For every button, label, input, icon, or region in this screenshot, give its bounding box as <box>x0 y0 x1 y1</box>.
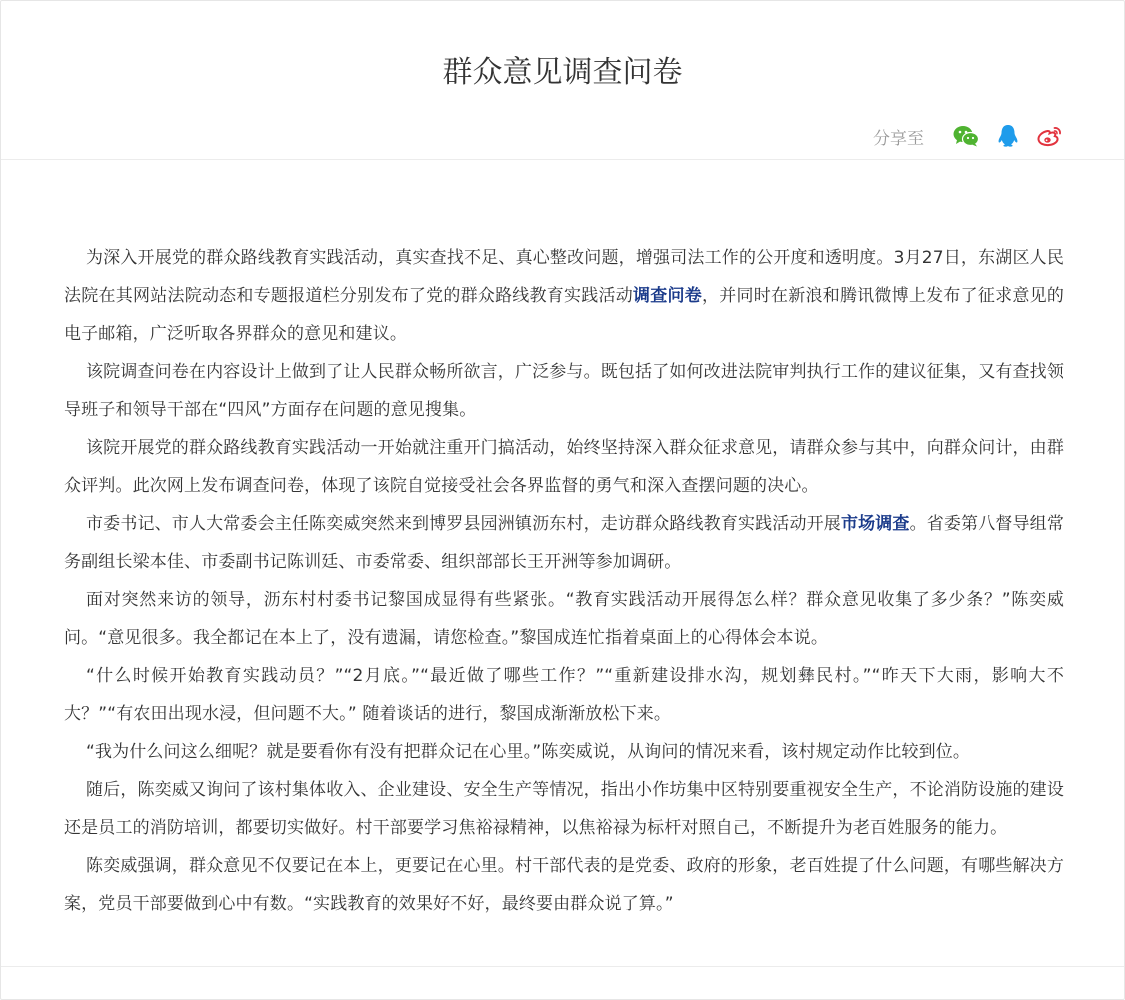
wechat-icon[interactable] <box>952 122 980 150</box>
paragraph-9: 陈奕威强调，群众意见不仅要记在本上，更要记在心里。村干部代表的是党委、政府的形象，老百姓提了什么问题，有哪些解决方案，党员干部要做到心中有数。“实践教育的效果好不好，最终要由群众说了算。” <box>64 856 1064 914</box>
paragraph-8: 随后，陈奕威又询问了该村集体收入、企业建设、安全生产等情况，指出小作坊集中区特别要重视安全生产，不论消防设施的建设还是员工的消防培训，都要切实做好。村干部要学习焦裕禄精神，以焦裕禄为标杆对照自己，不断提升为老百姓服务的能力。 <box>64 780 1064 838</box>
paragraph-3: 该院开展党的群众路线教育实践活动一开始就注重开门搞活动，始终坚持深入群众征求意见，请群众参与其中，向群众问计，由群众评判。此次网上发布调查问卷，体现了该院自觉接受社会各界监督的勇气和深入查摆问题的决心。 <box>64 438 1064 496</box>
qq-icon[interactable] <box>994 122 1022 150</box>
footer-divider <box>1 966 1124 967</box>
paragraph-2: 该院调查问卷在内容设计上做到了让人民群众畅所欲言，广泛参与。既包括了如何改进法院审判执行工作的建议征集，又有查找领导班子和领导干部在“四风”方面存在问题的意见搜集。 <box>64 362 1064 420</box>
paragraph-1-text-a: 为深入开展党的群众路线教育实践活动，真实查找不足、真心整改问题，增强司法工作的公开度和透明度。3月27日，东湖区人民法院在其网站法院动态和专题报道栏分别发布了党的群众路线教育实践活动 <box>64 248 1064 306</box>
paragraph-4-text-b: 。省委第八督导组常务副组长梁本佳、市委副书记陈训廷、市委常委、组织部部长王开洲等参加调研。 <box>64 514 1064 572</box>
weibo-icon[interactable] <box>1036 122 1064 150</box>
survey-link[interactable]: 调查问卷 <box>633 286 702 306</box>
share-label: 分享至 <box>873 128 924 149</box>
page-title: 群众意见调查问卷 <box>442 55 683 90</box>
paragraph-4 <box>64 505 1064 581</box>
paragraph-1-text-b: ，并同时在新浪和腾讯微博上发布了征求意见的电子邮箱，广泛听取各界群众的意见和建议。 <box>64 286 1065 344</box>
paragraph-6: “什么时候开始教育实践动员？”“2月底。”“最近做了哪些工作？”“重新建设排水沟，规划彝民村。”“昨天下大雨，影响大不大？”“有农田出现水浸，但问题不大。” 随着谈话的进行，黎国成渐渐放松下来。 <box>64 666 1064 724</box>
paragraph-7: “我为什么问这么细呢？就是要看你有没有把群众记在心里。”陈奕威说，从询问的情况来看，该村规定动作比较到位。 <box>86 742 971 762</box>
article-header <box>1 1 1124 160</box>
article-body <box>64 239 1064 923</box>
paragraph-1 <box>64 239 1064 353</box>
paragraph-4-text-a: 市委书记、市人大常委会主任陈奕威突然来到博罗县园洲镇沥东村，走访群众路线教育实践活动开展 <box>86 514 841 534</box>
market-research-link[interactable]: 市场调查 <box>840 514 910 534</box>
share-bar <box>873 121 1064 151</box>
paragraph-5: 面对突然来访的领导，沥东村村委书记黎国成显得有些紧张。“教育实践活动开展得怎么样？群众意见收集了多少条？”陈奕威问。“意见很多。我全都记在本上了，没有遗漏，请您检查。”黎国成连忙指着桌面上的心得体会本说。 <box>64 590 1064 648</box>
